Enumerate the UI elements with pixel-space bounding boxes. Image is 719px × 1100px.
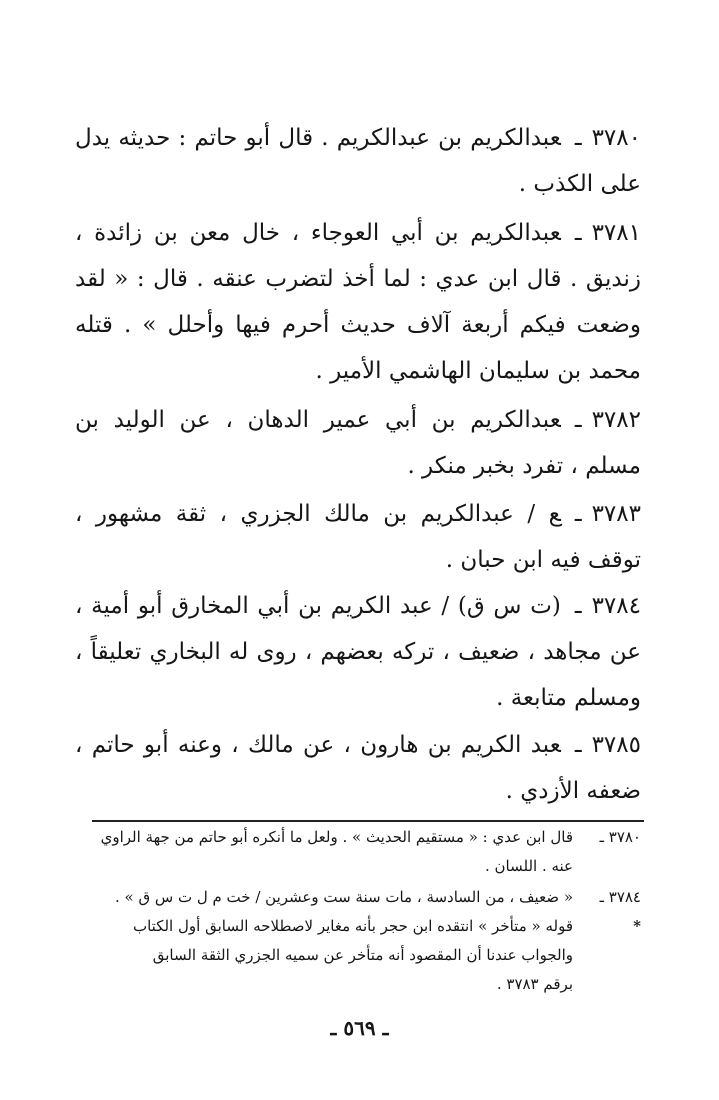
entry-dash: ـ: [574, 732, 582, 758]
entry-3783: [75, 491, 641, 583]
footnote-line: عنه . اللسان .: [484, 857, 573, 875]
entry-text: عبد الكريم بن هارون ، عن مالك ، وعنه أبو حاتم ، ضعفه الأزدي .: [75, 732, 641, 804]
entry-dash: ـ: [574, 593, 582, 619]
entry-dash: ـ: [574, 407, 582, 433]
asterisk-mark: *: [633, 917, 641, 935]
entry-text: عبدالكريم بن عبدالكريم . قال أبو حاتم : حديثه يدل على الكذب .: [75, 125, 641, 197]
entry-number: ٣٧٨١: [591, 220, 641, 246]
footnote-divider: [92, 820, 644, 822]
entry-number: ٣٧٨٣: [591, 501, 641, 527]
entry-number: ٣٧٨٠: [591, 125, 641, 151]
footnote-text: « ضعيف ، من السادسة ، مات سنة ست وعشرين / خت م ل ت س ق » .: [114, 888, 573, 906]
footnote-text: قال ابن عدي : « مستقيم الحديث » . ولعل ما أنكره أبو حاتم من جهة الراوي: [100, 828, 573, 846]
entry-3781: [75, 210, 641, 394]
page-number: ـ ٥٦٩ ـ: [330, 1016, 389, 1040]
entry-number: ٣٧٨٢: [591, 407, 641, 433]
footnote-3780: [75, 823, 641, 881]
footnote-line: والجواب عندنا أن المقصود أنه متأخر عن سميه الجزري الثقة السابق: [152, 946, 573, 964]
entry-3784: [75, 583, 641, 721]
footnote-line: [75, 883, 641, 912]
entry-dash: ـ: [574, 501, 582, 527]
entry-dash: ـ: [574, 125, 582, 151]
footnote-star: [75, 912, 641, 999]
entry-text: ع / عبدالكريم بن مالك الجزري ، ثقة مشهور ، توقف فيه ابن حبان .: [75, 501, 641, 573]
footnote-line: [75, 823, 641, 852]
entry-3782: [75, 397, 641, 489]
entry-dash: ـ: [574, 220, 582, 246]
entry-text: عبدالكريم بن أبي عمير الدهان ، عن الوليد بن مسلم ، تفرد بخبر منكر .: [75, 407, 641, 479]
footnote-number: ٣٧٨٠ ـ: [599, 828, 641, 846]
entry-number: ٣٧٨٥: [591, 732, 641, 758]
footnote-number: ٣٧٨٤ ـ: [599, 888, 641, 906]
entry-3780: [75, 115, 641, 207]
entry-number: ٣٧٨٤: [591, 593, 641, 619]
entry-text: (ت س ق) / عبد الكريم بن أبي المخارق أبو أمية ، عن مجاهد ، ضعيف ، تركه بعضهم ، روى له البخاري تعليقاً ، ومسلم متابعة .: [75, 593, 641, 711]
entry-3785: [75, 722, 641, 814]
footnote-text: قوله « متأخر » انتقده ابن حجر بأنه مغاير لاصطلاحه السابق أول الكتاب: [132, 917, 573, 935]
footnote-line: برقم ٣٧٨٣ .: [496, 975, 573, 993]
entry-text: عبدالكريم بن أبي العوجاء ، خال معن بن زائدة ، زنديق . قال ابن عدي : لما أخذ لتضرب عنقه . قال : « لقد وضعت فيكم أربعة آلاف حديث أحرم فيها وأحلل » . قتله محمد بن سليمان الهاشمي الأمير .: [75, 220, 641, 384]
footnote-3784: [75, 883, 641, 912]
footnote-line: [75, 912, 641, 941]
